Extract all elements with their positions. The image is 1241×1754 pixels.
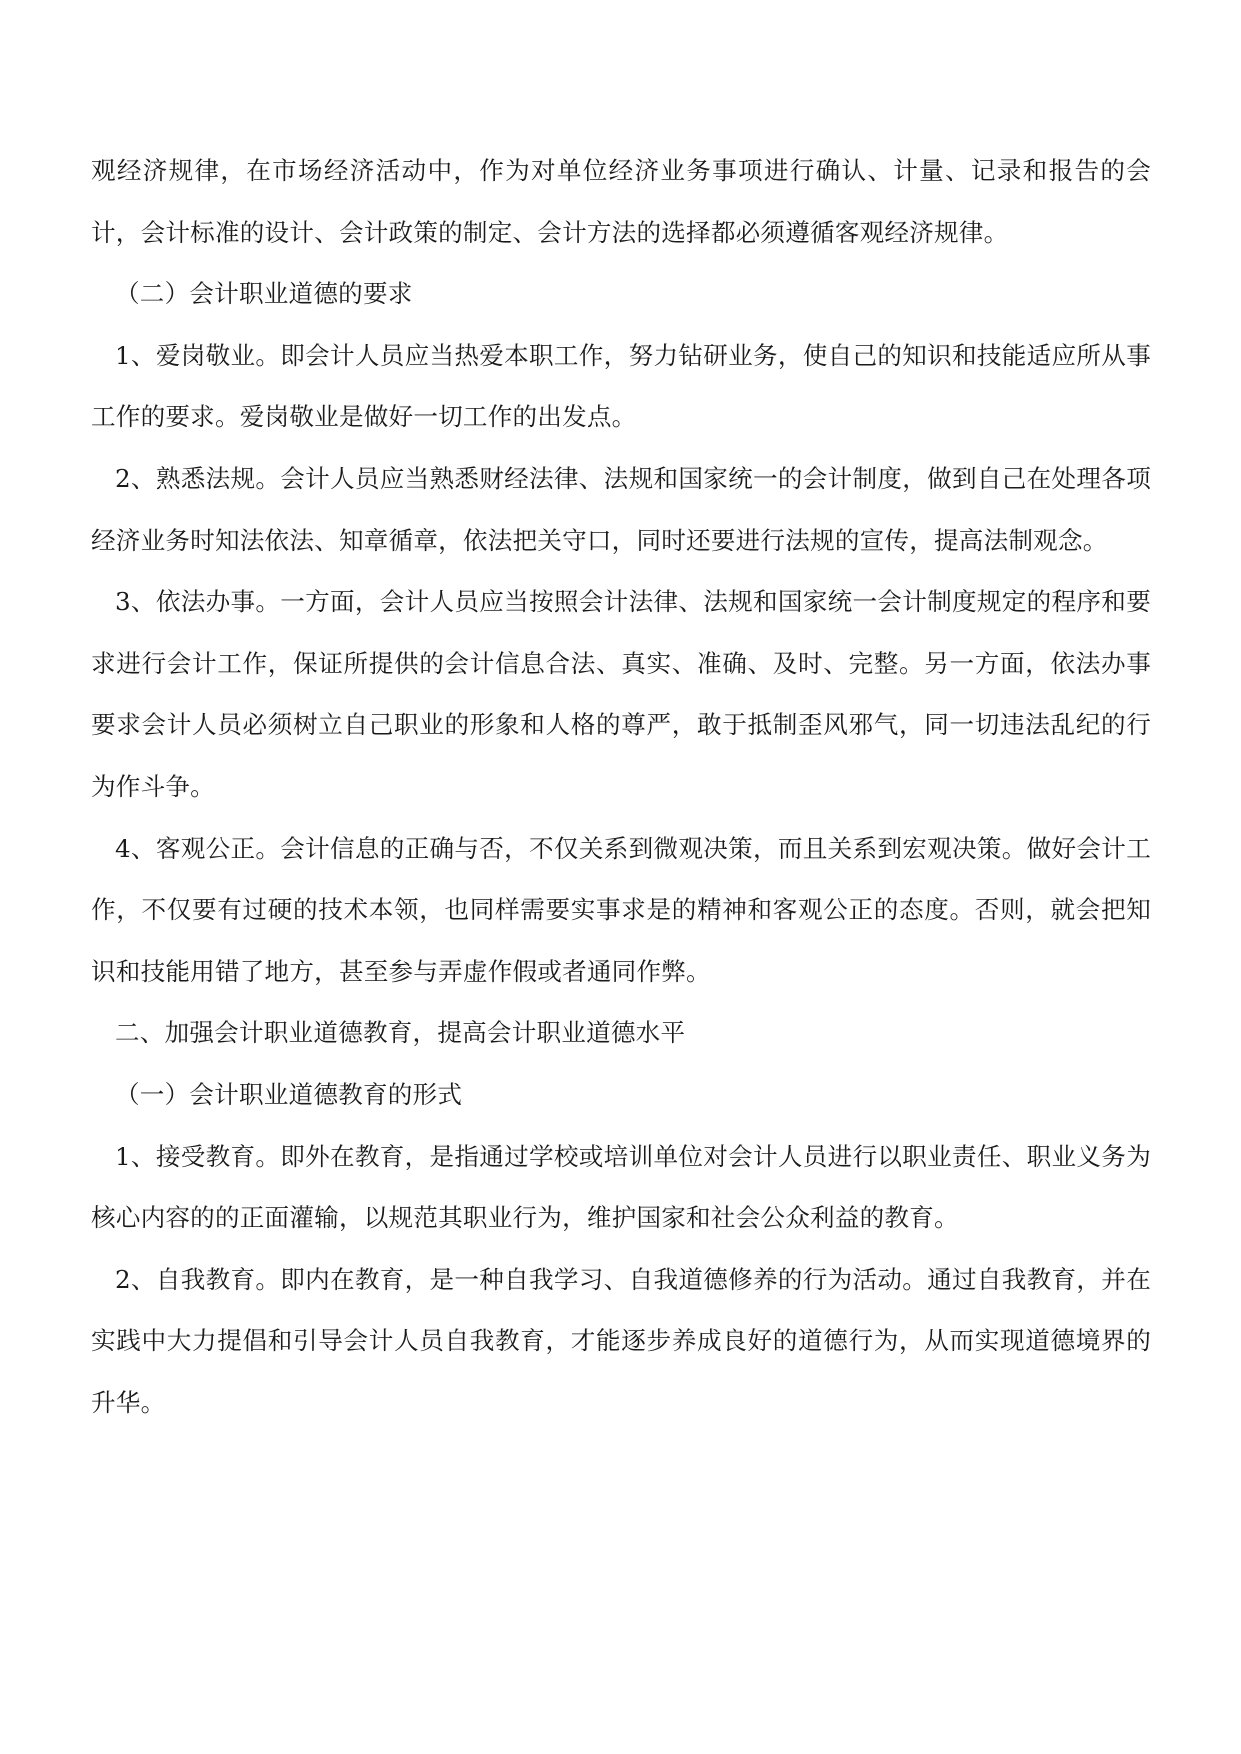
paragraph-education-2: 2、自我教育。即内在教育，是一种自我学习、自我道德修养的行为活动。通过自我教育，并在实践中大力提倡和引导会计人员自我教育，才能逐步养成良好的道德行为，从而实现道德境界的升华。 [91, 1264, 1151, 1417]
paragraph-item-2: 2、熟悉法规。会计人员应当熟悉财经法律、法规和国家统一的会计制度，做到自己在处理各项经济业务时知法依法、知章循章，依法把关守口，同时还要进行法规的宣传，提高法制观念。 [91, 463, 1151, 555]
paragraph-item-1: 1、爱岗敬业。即会计人员应当热爱本职工作，努力钻研业务，使自己的知识和技能适应所从事工作的要求。爱岗敬业是做好一切工作的出发点。 [91, 340, 1151, 432]
section-heading-requirements: （二）会计职业道德的要求 [115, 279, 413, 309]
document-body [91, 140, 1151, 1433]
paragraph-education-1: 1、接受教育。即外在教育，是指通过学校或培训单位对会计人员进行以职业责任、职业义务为核心内容的的正面灌输，以规范其职业行为，维护国家和社会公众利益的教育。 [91, 1141, 1151, 1233]
paragraph-item-3: 3、依法办事。一方面，会计人员应当按照会计法律、法规和国家统一会计制度规定的程序和要求进行会计工作，保证所提供的会计信息合法、真实、准确、及时、完整。另一方面，依法办事要求会计人员必须树立自己职业的形象和人格的尊严，敢于抵制歪风邪气，同一切违法乱纪的行为作斗争。 [91, 587, 1151, 801]
paragraph-item-4: 4、客观公正。会计信息的正确与否，不仅关系到微观决策，而且关系到宏观决策。做好会计工作，不仅要有过硬的技术本领，也同样需要实事求是的精神和客观公正的态度。否则，就会把知识和技能用错了地方，甚至参与弄虚作假或者通同作弊。 [91, 833, 1151, 986]
section-heading-two: 二、加强会计职业道德教育，提高会计职业道德水平 [115, 1018, 686, 1048]
section-heading-forms: （一）会计职业道德教育的形式 [115, 1079, 463, 1109]
paragraph-continuation: 观经济规律，在市场经济活动中，作为对单位经济业务事项进行确认、计量、记录和报告的会计，会计标准的设计、会计政策的制定、会计方法的选择都必须遵循客观经济规律。 [91, 156, 1151, 247]
